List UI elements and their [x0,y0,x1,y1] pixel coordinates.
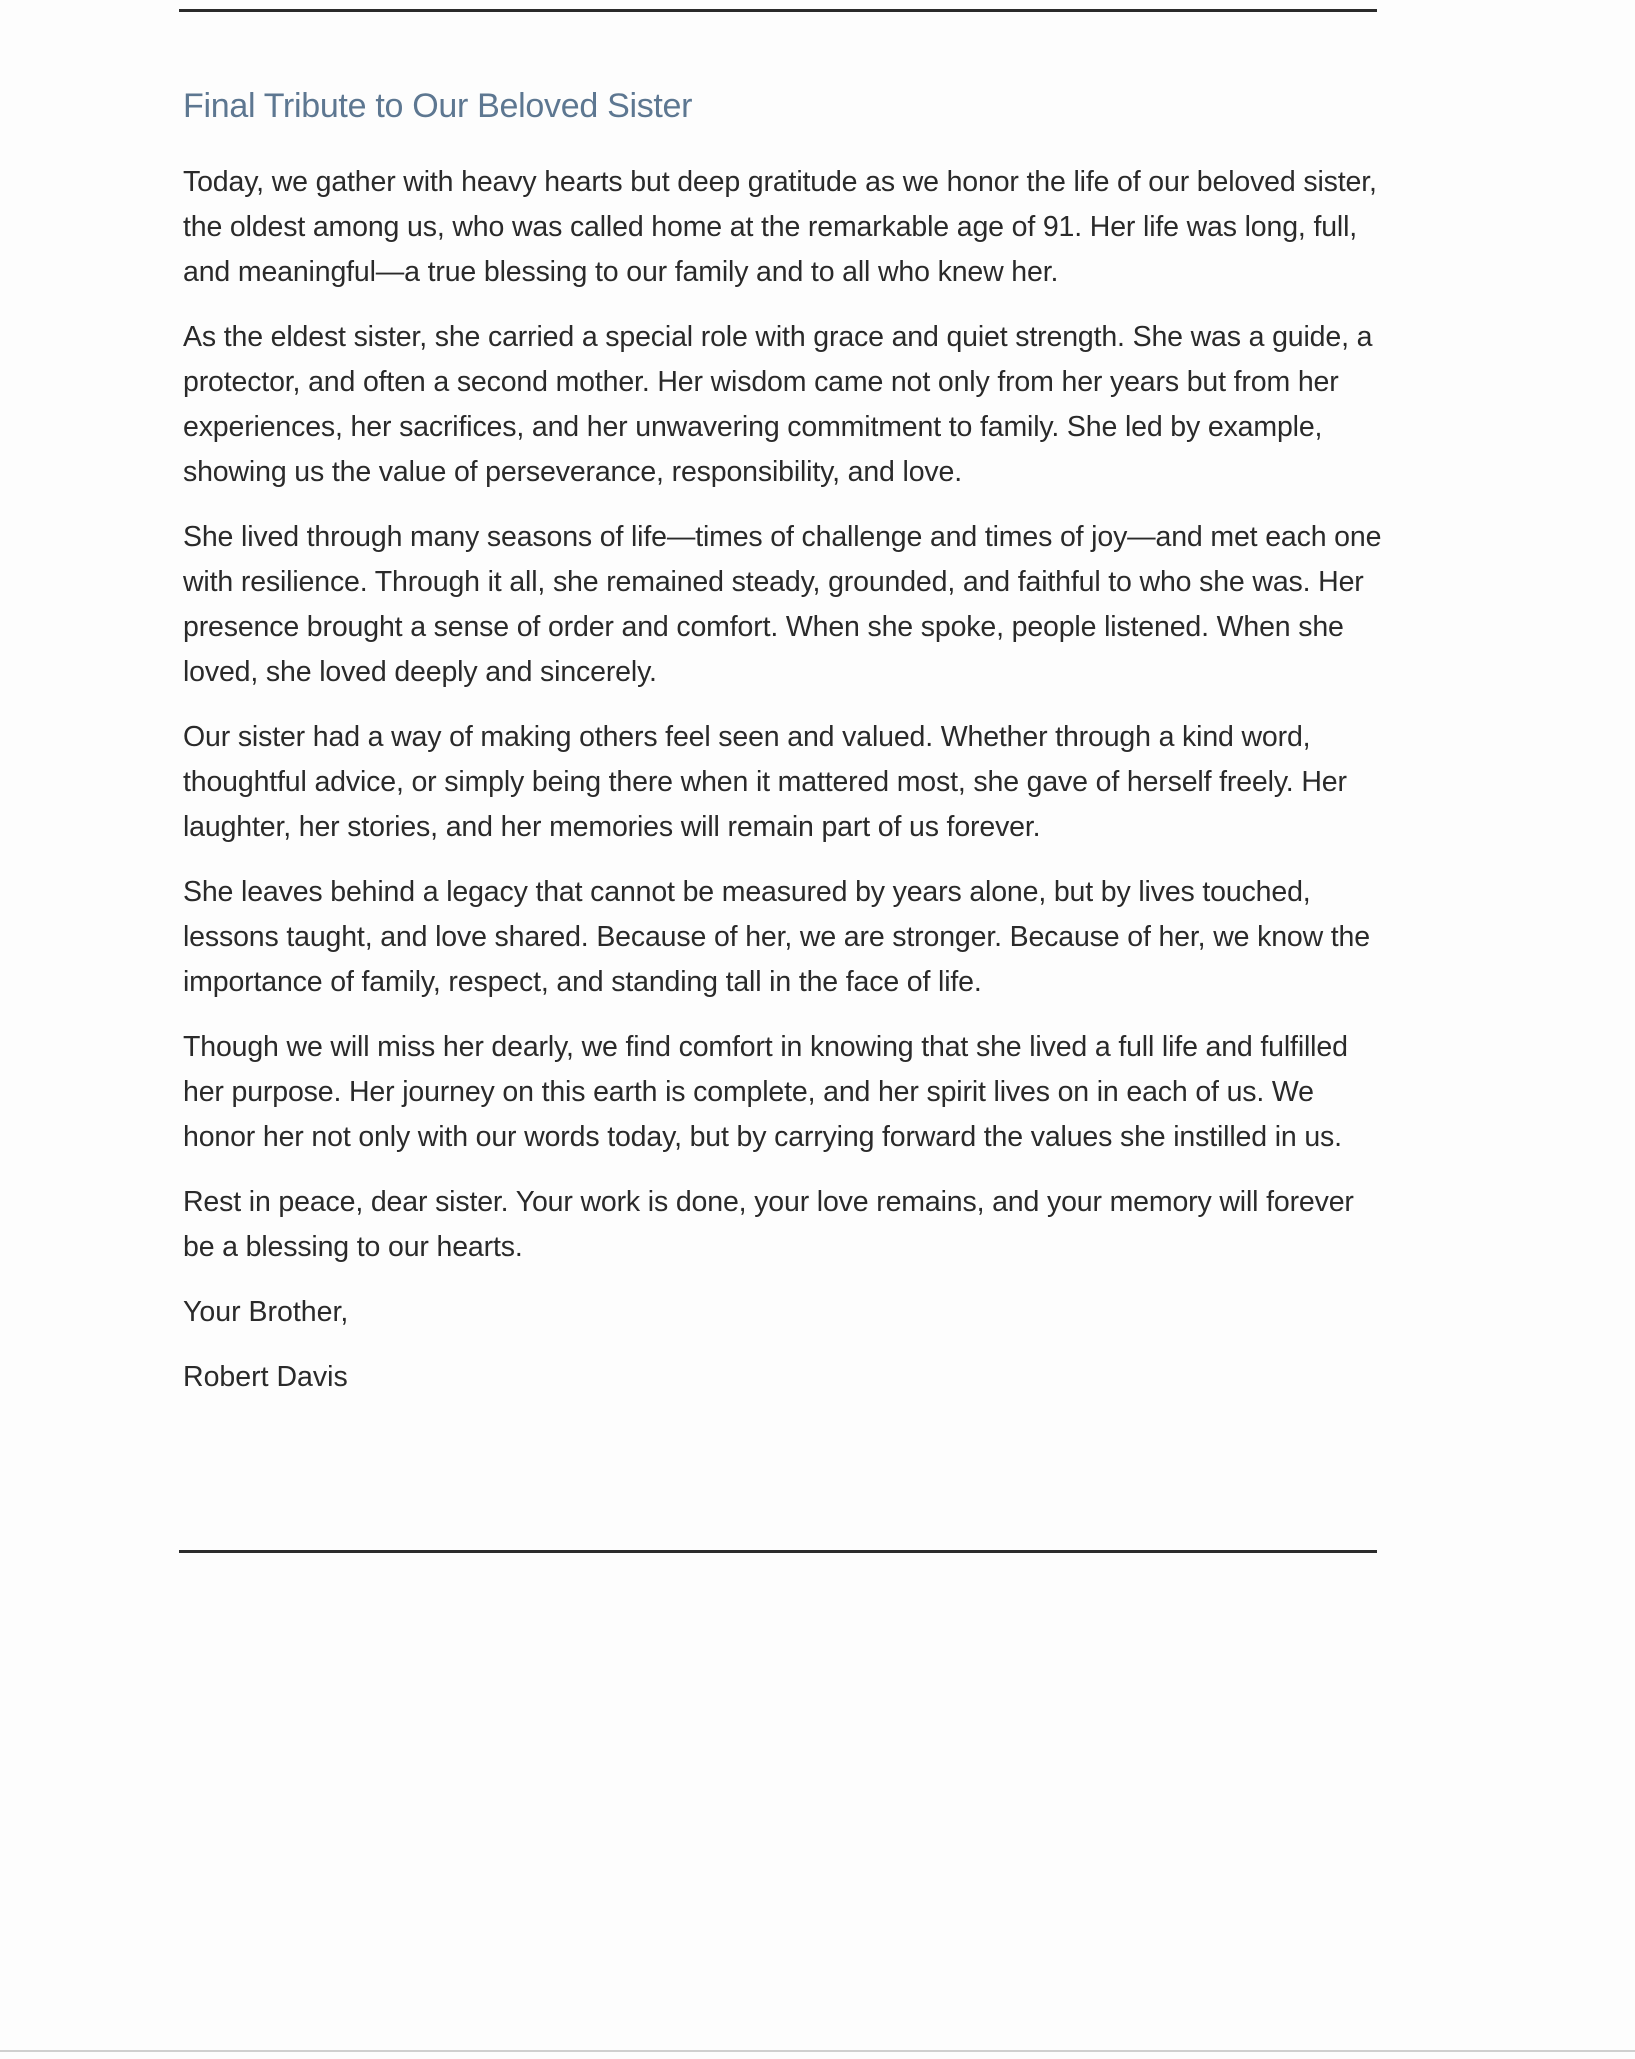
paragraph: Today, we gather with heavy hearts but deep gratitude as we honor the life of our beloved sister, the oldest among us, who was called home at the remarkable age of 91. Her life was long, full, and meaningful—a true blessing to our family and to all who knew her. [183,166,1377,288]
paragraph: Though we will miss her dearly, we find comfort in knowing that she lived a full life and fulfilled her purpose. Her journey on this earth is complete, and her spirit lives on in each of us. We honor her not only with our words today, but by carrying forward the values she instilled in us. [183,1031,1348,1153]
closing-salutation: Your Brother, [183,1296,349,1328]
paragraph: Rest in peace, dear sister. Your work is done, your love remains, and your memory will forever be a blessing to our hearts. [183,1186,1354,1263]
scan-edge-line [0,2050,1635,2052]
paragraph: She leaves behind a legacy that cannot be measured by years alone, but by lives touched, lessons taught, and love shared. Because of her, we are stronger. Because of her, we know the importance of family, respect, and standing tall in the face of life. [183,876,1370,998]
document-title: Final Tribute to Our Beloved Sister [183,87,693,125]
document-body [183,80,1383,1420]
bottom-divider [179,1550,1377,1553]
paragraph: Our sister had a way of making others feel seen and valued. Whether through a kind word, thoughtful advice, or simply being there when it mattered most, she gave of herself freely. Her laughter, her stories, and her memories will remain part of us forever. [183,721,1347,843]
paragraph: She lived through many seasons of life—times of challenge and times of joy—and met each one with resilience. Through it all, she remained steady, grounded, and faithful to who she was. Her presence brought a sense of order and comfort. When she spoke, people listened. When she loved, she loved deeply and sincerely. [183,521,1382,688]
paragraph: As the eldest sister, she carried a special role with grace and quiet strength. She was a guide, a protector, and often a second mother. Her wisdom came not only from her years but from her experiences, her sacrifices, and her unwavering commitment to family. She led by example, showing us the value of perseverance, responsibility, and love. [183,321,1373,488]
top-divider [179,9,1377,12]
signature-name: Robert Davis [183,1361,348,1393]
